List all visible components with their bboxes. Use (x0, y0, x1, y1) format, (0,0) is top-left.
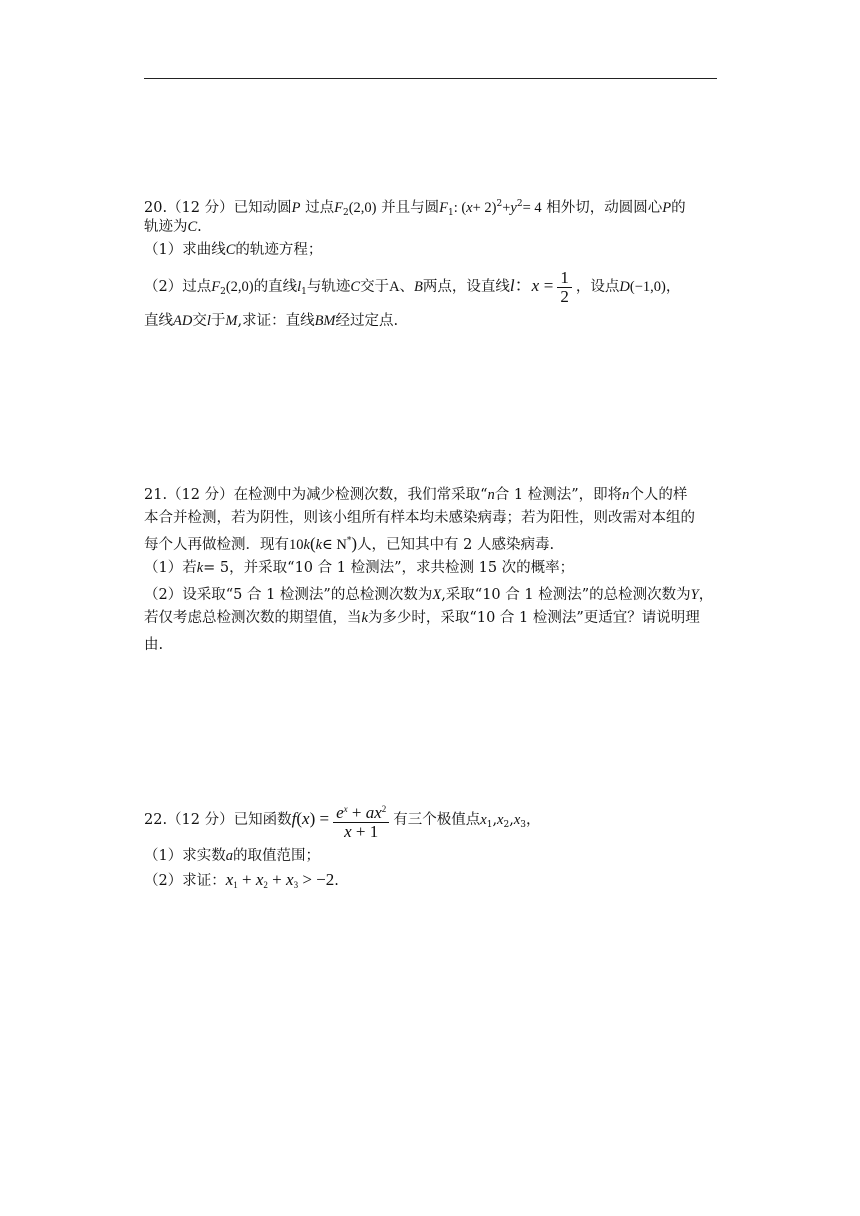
header-rule (144, 78, 717, 79)
q20-part-2: （2）过点$F_2(2,0)$的直线$l_1$与轨迹C交于A、B两点，设直线l：x = $\frac{1}{2}$ ，设点D(−1,0)， (144, 267, 681, 306)
q21-part-1: （1）若k= 5，并采取“10 合 1 检测法”，求共检测 15 次的概率； (144, 560, 575, 576)
q22-part-1: （1）求实数a的取值范围； (144, 848, 320, 864)
q22-part-2: （2）求证：$x_1 + x_2 + x_3 > -2$. (144, 870, 339, 890)
q21-part-2: （2）设采取“5 合 1 检测法”的总检测次数为X,采取“10 合 1 检测法”的总检测次数为Y， (144, 587, 714, 603)
q22-line-1: 22.（12 分）已知函数f(x) = $\frac{e^x + ax^2}{x + 1}$ 有三个极值点$x_1,x_2,x_3$， (144, 796, 720, 848)
q21-line-3: 每个人再做检测．现有10k(k∈ N*)人，已知其中有 2 人感染病毒. (144, 534, 555, 553)
q21-line-1: 21.（12 分）在检测中为减少检测次数，我们常采取“n合 1 检测法”，即将n个人的样 (144, 487, 688, 503)
q20-part-1: （1）求曲线C的轨迹方程； (144, 242, 323, 258)
q20-line-4: 直线AD交l于M,求证：直线BM经过定点. (144, 313, 399, 329)
fraction-one-half: $\frac{1}{2}$ (557, 269, 572, 306)
q20-line-1: 20.（12 分）已知动圆P 过点$F_2(2,0)$ 并且与圆$F_1$: $(x+ 2)^2+y^2= 4$ 相外切，动圆圆心P的 (144, 199, 686, 218)
q21-line-6: 若仅考虑总检测次数的期望值，当k为多少时，采取“10 合 1 检测法”更适宜？请说明理 (144, 610, 700, 626)
q20-line-2: 轨迹为C. (144, 219, 202, 235)
q21-line-7: 由. (144, 637, 164, 653)
fraction-function: $\frac{e^x + ax^2}{x + 1}$ (333, 800, 389, 841)
q21-line-2: 本合并检测，若为阴性，则该小组所有样本均未感染病毒；若为阳性，则改需对本组的 (144, 510, 695, 526)
